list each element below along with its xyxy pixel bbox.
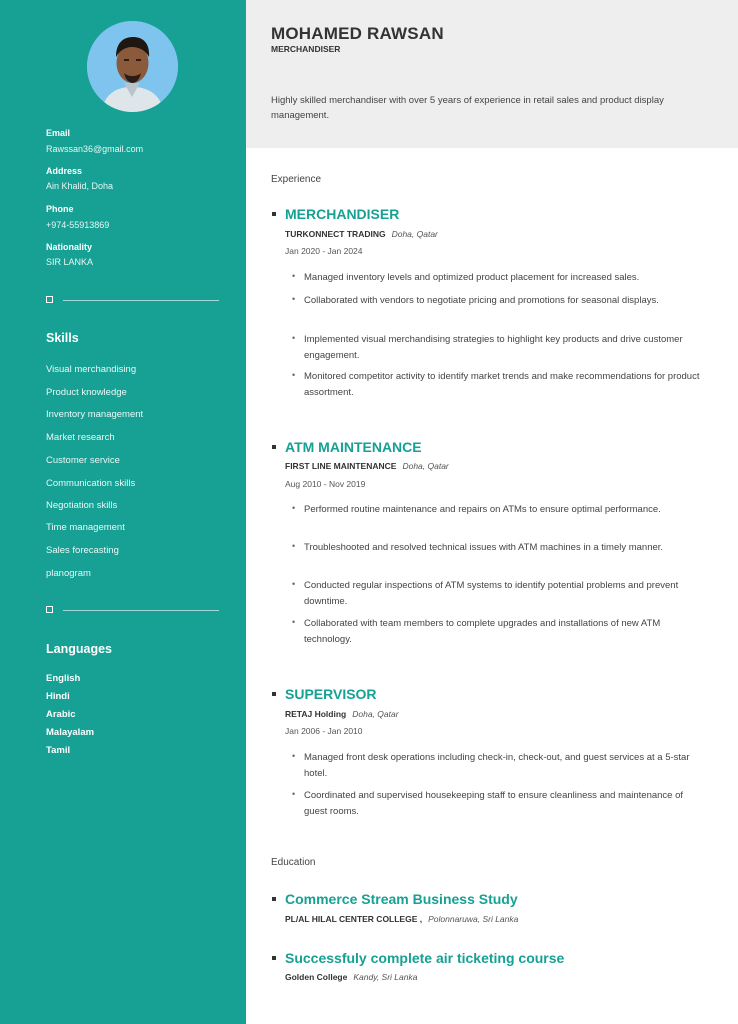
job-bullet: Performed routine maintenance and repairs on ATMs to ensure optimal performance. bbox=[304, 504, 661, 515]
main-content bbox=[246, 0, 738, 1024]
bullet-dot: • bbox=[292, 617, 296, 627]
bullet-square bbox=[272, 445, 276, 449]
sidebar bbox=[0, 0, 246, 1024]
bullet-square bbox=[272, 956, 276, 960]
job-dates: Jan 2020 - Jan 2024 bbox=[285, 246, 363, 256]
contact-label-phone: Phone bbox=[46, 204, 74, 214]
bullet-dot: • bbox=[292, 789, 296, 799]
summary: Highly skilled merchandiser with over 5 years of experience in retail sales and product display management. bbox=[271, 95, 664, 121]
contact-label-address: Address bbox=[46, 166, 83, 176]
avatar bbox=[87, 21, 178, 112]
job-company: FIRST LINE MAINTENANCE Doha, Qatar bbox=[285, 461, 449, 471]
experience-heading: Experience bbox=[271, 174, 322, 185]
divider-line bbox=[63, 300, 219, 301]
contact-value-address: Ain Khalid, Doha bbox=[46, 181, 114, 191]
skill-item: planogram bbox=[46, 568, 91, 579]
skill-item: Communication skills bbox=[46, 478, 136, 489]
skill-item: Visual merchandising bbox=[46, 364, 137, 375]
bullet-dot: • bbox=[292, 579, 296, 589]
skill-item: Inventory management bbox=[46, 409, 144, 420]
bullet-dot: • bbox=[292, 333, 296, 343]
language-item: Tamil bbox=[46, 745, 71, 756]
contact-value-nationality: SIR LANKA bbox=[46, 257, 94, 267]
skill-item: Time management bbox=[46, 522, 125, 533]
education-school: Golden College Kandy, Sri Lanka bbox=[285, 972, 418, 982]
job-dates: Jan 2006 - Jan 2010 bbox=[285, 726, 363, 736]
languages-heading: Languages bbox=[46, 642, 112, 656]
bullet-square bbox=[272, 692, 276, 696]
job-bullet: Troubleshooted and resolved technical issues with ATM machines in a timely manner. bbox=[304, 542, 664, 553]
language-item: English bbox=[46, 673, 81, 684]
skill-item: Negotiation skills bbox=[46, 500, 118, 511]
bullet-square bbox=[272, 897, 276, 901]
bullet-square bbox=[272, 212, 276, 216]
job-company: TURKONNECT TRADING Doha, Qatar bbox=[285, 229, 438, 239]
job-bullet: Collaborated with team members to complete upgrades and installations of new ATM technology. bbox=[304, 618, 661, 645]
contact-label-nationality: Nationality bbox=[46, 242, 93, 252]
skill-item: Market research bbox=[46, 432, 115, 443]
language-item: Hindi bbox=[46, 691, 70, 702]
skill-item: Sales forecasting bbox=[46, 545, 119, 556]
job-company: RETAJ Holding Doha, Qatar bbox=[285, 709, 399, 719]
job-title: ATM MAINTENANCE bbox=[285, 439, 422, 455]
profile-photo bbox=[87, 21, 178, 112]
job-bullet: Managed front desk operations including check-in, check-out, and guest services at a 5-star hotel. bbox=[304, 752, 690, 779]
bullet-dot: • bbox=[292, 751, 296, 761]
job-dates: Aug 2010 - Nov 2019 bbox=[285, 479, 366, 489]
page-title: MOHAMED RAWSAN bbox=[271, 24, 444, 43]
contact-label-email: Email bbox=[46, 128, 71, 138]
bullet-dot: • bbox=[292, 271, 296, 281]
contact-value-email[interactable]: Rawssan36@gmail.com bbox=[46, 144, 144, 154]
job-bullet: Conducted regular inspections of ATM systems to identify potential problems and prevent downtime. bbox=[304, 580, 679, 607]
skill-item: Customer service bbox=[46, 455, 120, 466]
bullet-dot: • bbox=[292, 294, 296, 304]
skills-heading: Skills bbox=[46, 331, 79, 345]
job-title: SUPERVISOR bbox=[285, 686, 377, 702]
job-role: MERCHANDISER bbox=[271, 44, 341, 54]
divider-marker bbox=[46, 606, 53, 613]
job-bullet: Collaborated with vendors to negotiate pricing and promotions for seasonal displays. bbox=[304, 295, 659, 306]
education-title: Successfuly complete air ticketing course bbox=[285, 950, 565, 966]
divider-line bbox=[63, 610, 219, 611]
education-title: Commerce Stream Business Study bbox=[285, 891, 518, 907]
education-school: PL/AL HILAL CENTER COLLEGE , Polonnaruwa, Sri Lanka bbox=[285, 914, 519, 924]
bullet-dot: • bbox=[292, 541, 296, 551]
language-item: Malayalam bbox=[46, 727, 95, 738]
language-item: Arabic bbox=[46, 709, 76, 720]
bullet-dot: • bbox=[292, 370, 296, 380]
job-bullet: Coordinated and supervised housekeeping staff to ensure cleanliness and maintenance of guest rooms. bbox=[304, 790, 684, 817]
job-bullet: Monitored competitor activity to identify market trends and make recommendations for product assortment. bbox=[304, 371, 700, 398]
education-heading: Education bbox=[271, 857, 316, 868]
bullet-dot: • bbox=[292, 503, 296, 513]
divider-marker bbox=[46, 296, 53, 303]
job-bullet: Managed inventory levels and optimized product placement for increased sales. bbox=[304, 272, 640, 283]
job-title: MERCHANDISER bbox=[285, 206, 400, 222]
skill-item: Product knowledge bbox=[46, 387, 127, 398]
contact-value-phone[interactable]: +974-55913869 bbox=[46, 220, 110, 230]
job-bullet: Implemented visual merchandising strategies to highlight key products and drive customer engagement. bbox=[304, 334, 683, 361]
header bbox=[246, 0, 738, 148]
